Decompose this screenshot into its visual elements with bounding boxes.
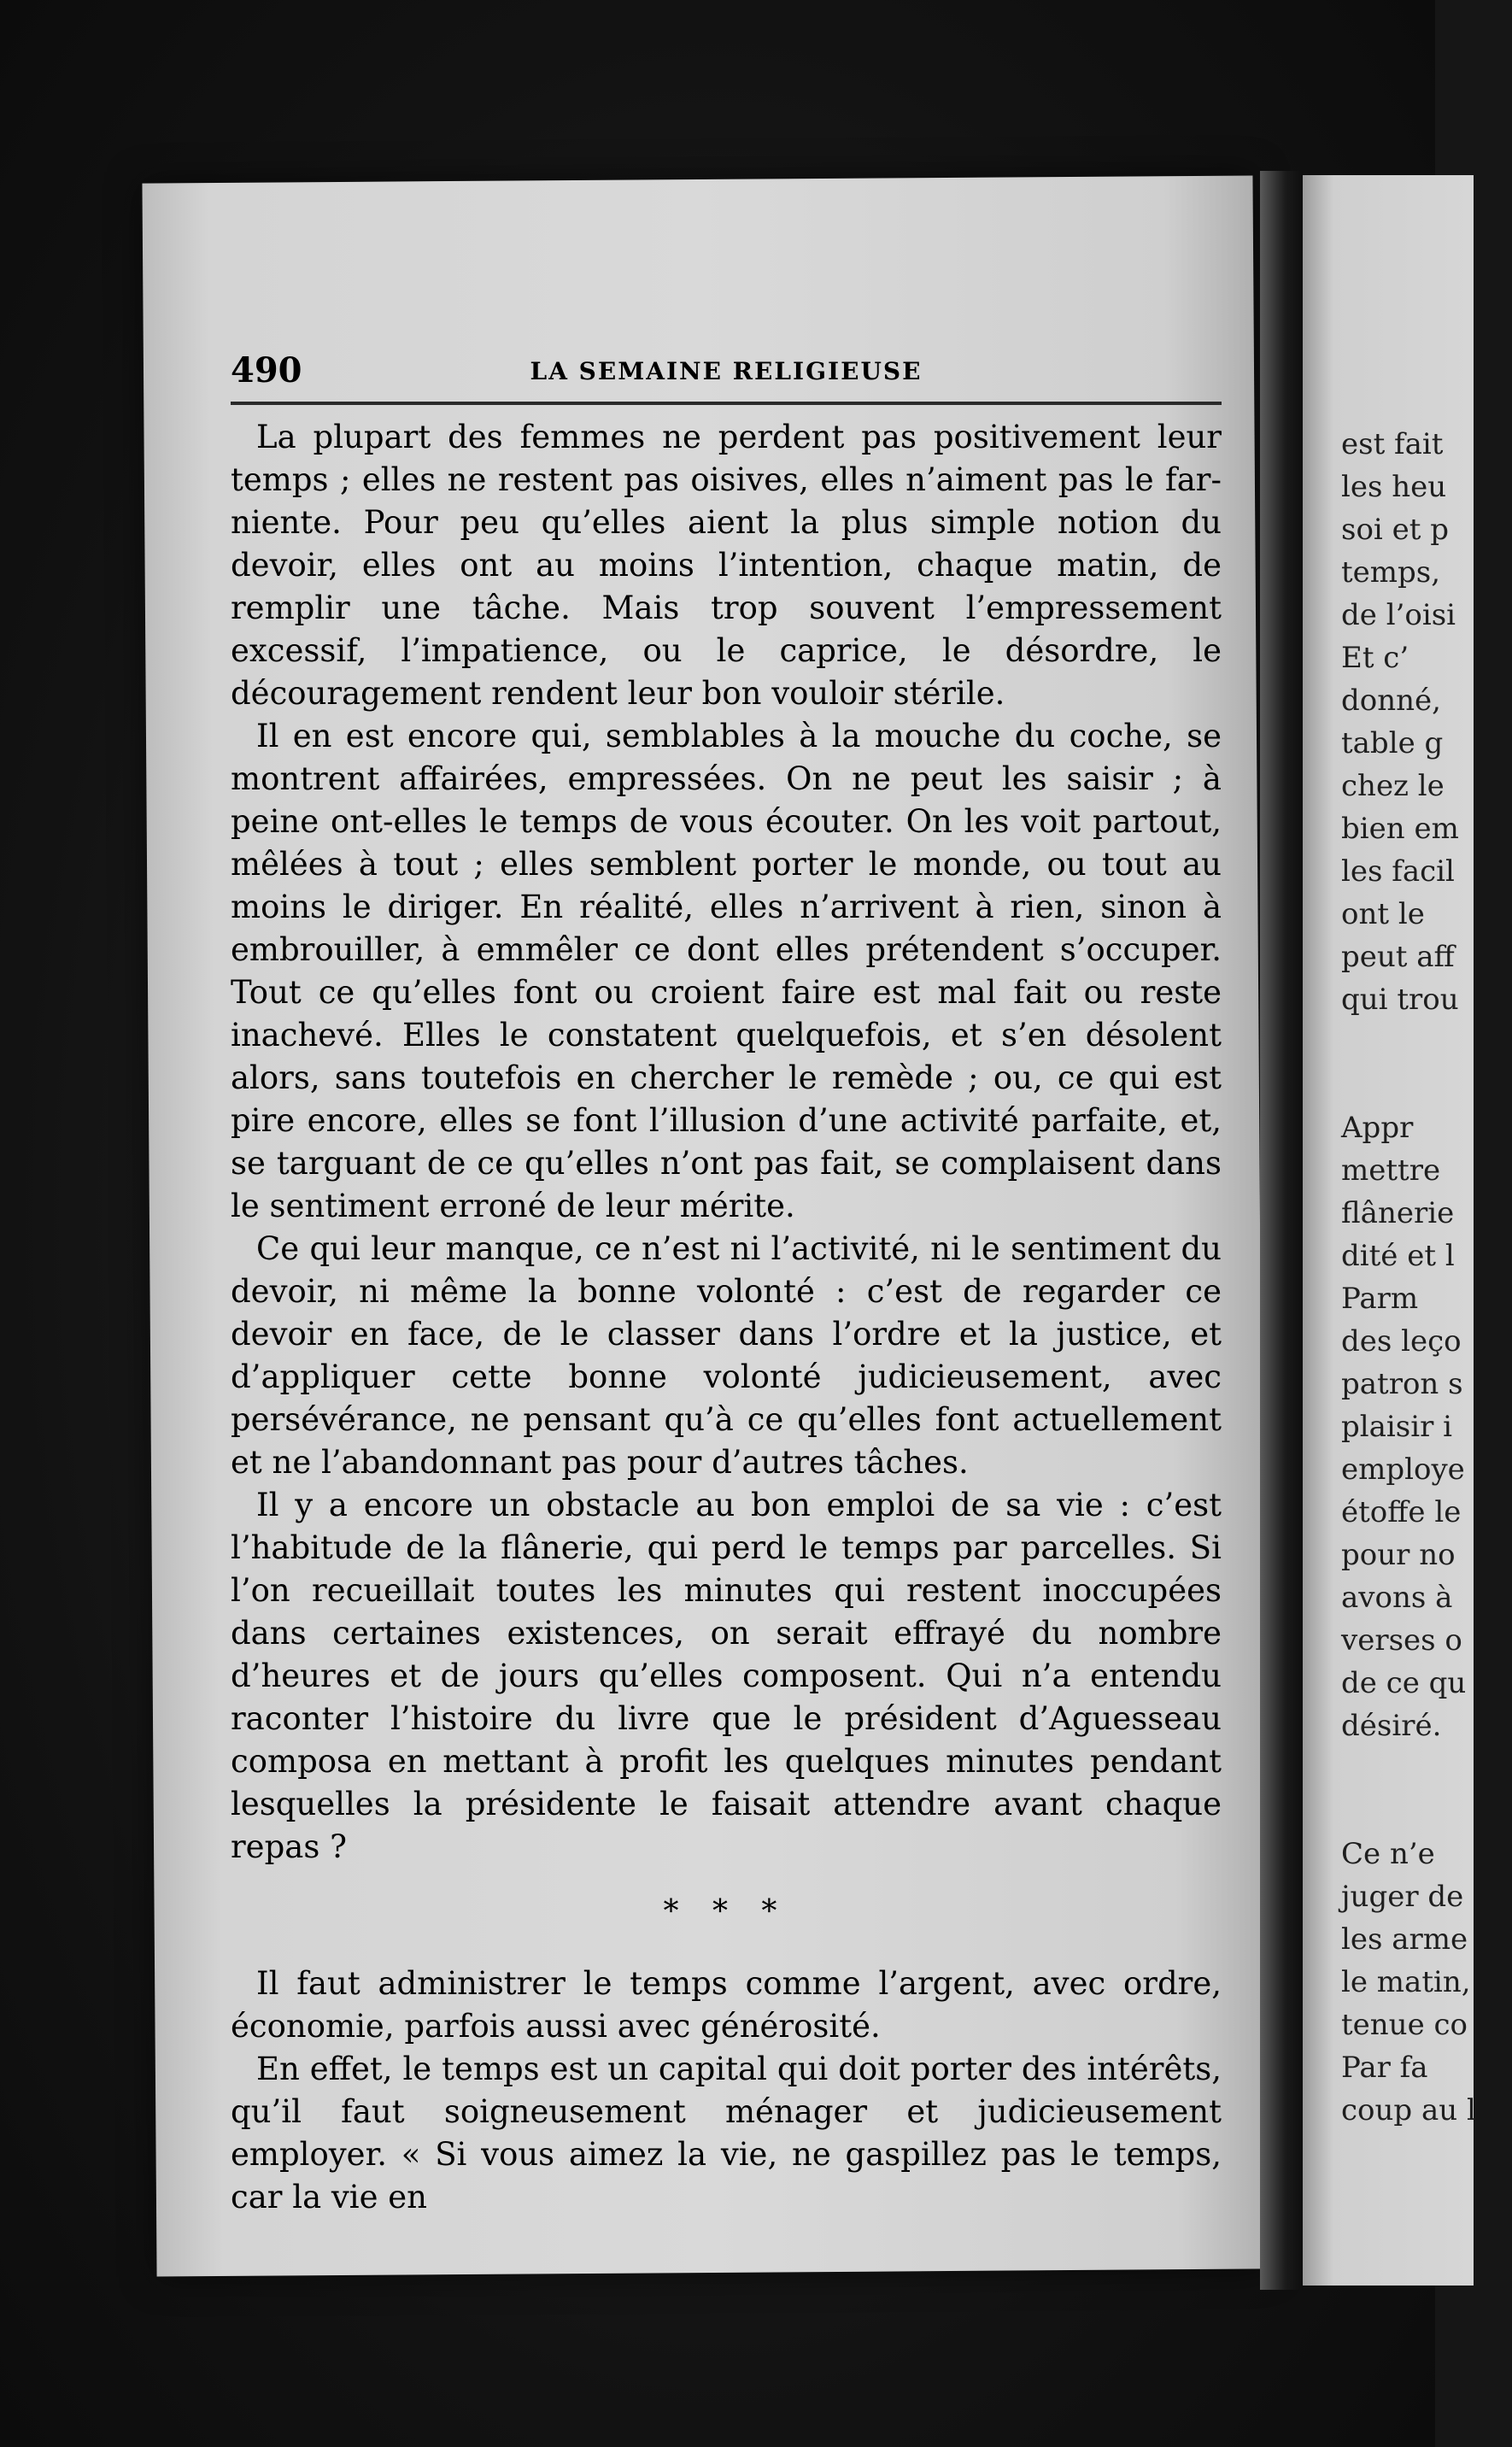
facing-page-line: plaisir i <box>1341 1410 1453 1444</box>
facing-page-line: juger de <box>1341 1880 1464 1914</box>
facing-page-line: avons à <box>1341 1581 1453 1615</box>
facing-page-line <box>1341 1021 1512 1064</box>
paragraph: La plupart des femmes ne perdent pas positivement leur temps ; elles ne restent pas oisives, elles n’aiment pas le far-niente. Pour peu qu’elles aient la plus simple notion du devoir, elles ont au moins l’intention, chaque matin, de remplir une tâche. Mais trop souvent l’empressement excessif, l’impatience, ou le caprice, le désordre, le découragement rendent leur bon vouloir stérile. <box>231 419 1222 712</box>
facing-page-line <box>1341 1747 1512 1790</box>
facing-page-line: flânerie <box>1341 1196 1455 1230</box>
facing-page-line: pour no <box>1341 1538 1456 1572</box>
facing-page-line: Ce n’e <box>1341 1837 1435 1871</box>
facing-page-line: désiré. <box>1341 1709 1442 1743</box>
facing-page-line: Et c’ <box>1341 641 1409 675</box>
facing-page-line: les heu <box>1341 470 1447 504</box>
facing-page-line: les arme <box>1341 1922 1468 1957</box>
paragraph: Il en est encore qui, semblables à la mouche du coche, se montrent affairées, empressées. On ne peut les saisir ; à peine ont-elles le temps de vous écouter. On les voit partout, mêlées à tout ; elles semblent porter le monde, ou tout au moins le diriger. En réalité, elles n’arrivent à rien, sinon à embrouiller, à emmêler ce dont elles prétendent s’occuper. Tout ce qu’elles font ou croient faire est mal fait ou reste inachevé. Elles le constatent quelquefois, et s’en désolent alors, sans toutefois en chercher le remède ; ou, ce qui est pire encore, elles se font l’illusion d’une activité parfaite, et, se targuant de ce qu’elles n’ont pas fait, se complaisent dans le sentiment erroné de leur mérite. <box>231 718 1222 1224</box>
facing-page-line: dité et l <box>1341 1239 1455 1273</box>
facing-page-line: chez le <box>1341 769 1445 803</box>
facing-page-line: est fait <box>1341 427 1444 461</box>
page-header <box>231 342 1222 405</box>
facing-page-line: verses o <box>1341 1623 1462 1658</box>
facing-page-line: Par fa <box>1341 2051 1428 2085</box>
facing-page-line <box>1341 1790 1512 1833</box>
paragraph: Il y a encore un obstacle au bon emploi de sa vie : c’est l’habitude de la flânerie, qui perd le temps par parcelles. Si l’on recueillait toutes les minutes qui restent inoccupées dans certaines existences, on serait effrayé du nombre d’heures et de jours qu’elles composent. Qui n’a entendu raconter l’histoire du livre que le président d’Aguesseau composa en mettant à profit les quelques minutes pendant lesquelles la présidente le faisait attendre avant chaque repas ? <box>231 1487 1222 1865</box>
facing-page-line: tenue co <box>1341 2008 1468 2042</box>
running-title: LA SEMAINE RELIGIEUSE <box>530 357 923 385</box>
facing-page-line: qui trou <box>1341 983 1459 1017</box>
paragraph: Il faut administrer le temps comme l’argent, avec ordre, économie, parfois aussi avec générosité. <box>231 1965 1222 2045</box>
facing-page-line: table g <box>1341 726 1444 760</box>
facing-page-line: les facil <box>1341 854 1455 889</box>
facing-page-text <box>1341 423 1512 2132</box>
facing-page-line: ont le <box>1341 897 1425 931</box>
facing-page-line: mettre <box>1341 1153 1441 1188</box>
facing-page-line: donné, <box>1341 684 1441 718</box>
page-number: 490 <box>231 350 302 390</box>
paragraph: En effet, le temps est un capital qui doit porter des intérêts, qu’il faut soigneusement ménager et judicieusement employer. « Si vous aimez la vie, ne gaspillez pas le temps, car la vie en <box>231 2051 1222 2215</box>
book-gutter <box>1260 171 1303 2290</box>
facing-page-line: le matin, <box>1341 1965 1471 1999</box>
facing-page-line: bien em <box>1341 812 1459 846</box>
facing-page-line: Appr <box>1341 1111 1414 1145</box>
facing-page-line: soi et p <box>1341 513 1449 547</box>
facing-page-line: employe <box>1341 1452 1465 1487</box>
facing-page <box>1303 175 1474 2286</box>
facing-page-line: de l’oisi <box>1341 598 1456 632</box>
facing-page-line: peut aff <box>1341 940 1455 974</box>
facing-page-line: étoffe le <box>1341 1495 1462 1529</box>
body-text <box>231 416 1222 2219</box>
facing-page-line: patron s <box>1341 1367 1463 1401</box>
facing-page-line: de ce qu <box>1341 1666 1467 1700</box>
facing-page-line: Parm <box>1341 1282 1419 1316</box>
section-separator: * * * <box>663 1894 789 1929</box>
facing-page-line: temps, <box>1341 555 1441 590</box>
facing-page-line: des leço <box>1341 1324 1462 1358</box>
facing-page-line <box>1341 1064 1512 1106</box>
facing-page-line: coup au l <box>1341 2093 1476 2127</box>
paragraph: Ce qui leur manque, ce n’est ni l’activité, ni le sentiment du devoir, ni même la bonne volonté : c’est de regarder ce devoir en face, de le classer dans l’ordre et la justice, et d’appliquer cette bonne volonté judicieusement, avec persévérance, ne pensant qu’à ce qu’elles font actuellement et ne l’abandonnant pas pour d’autres tâches. <box>231 1230 1222 1481</box>
